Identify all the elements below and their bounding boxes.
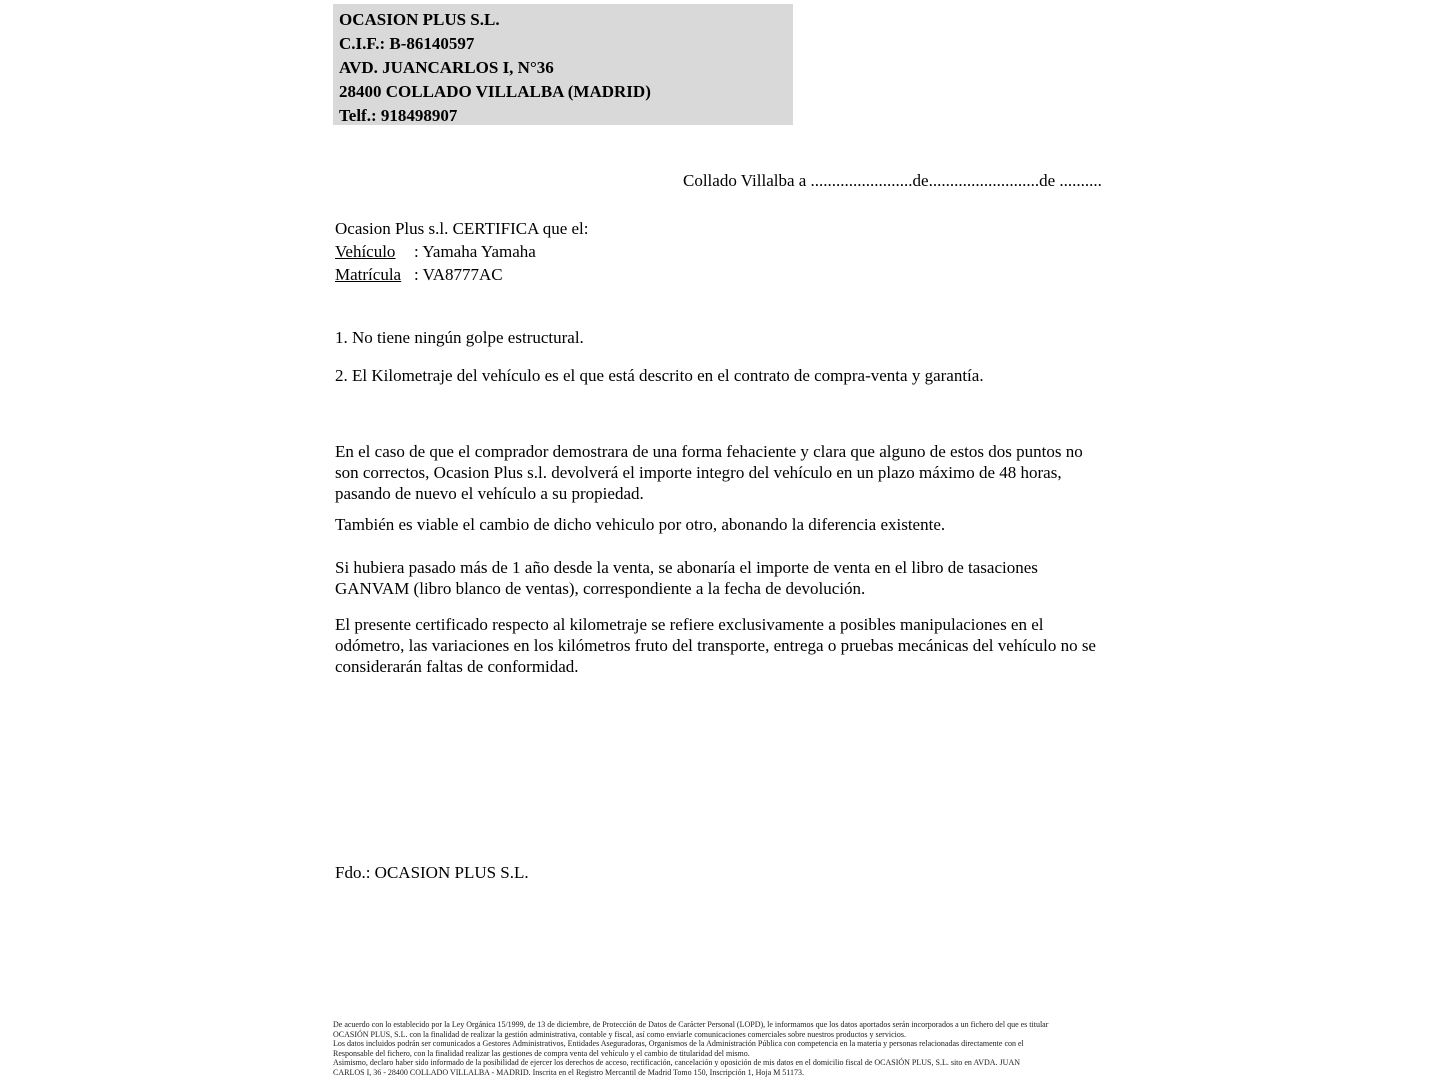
vehicle-row	[335, 240, 589, 263]
legal-line: OCASIÓN PLUS, S.L. con la finalidad de realizar la gestión administrativa, contable y fiscal, así como enviarle comunicaciones comerciales sobre nuestros productos y servicios.	[333, 1029, 906, 1039]
legal-line: Responsable del fichero, con la finalidad realizar las gestiones de compra venta del vehículo y el cambio de titularidad del mismo.	[333, 1048, 750, 1058]
date-line: Collado Villalba a ........................de..........................de ..........	[683, 171, 1102, 190]
legal-line: CARLOS I, 36 - 28400 COLLADO VILLALBA - MADRID. Inscrita en el Registro Mercantil de Madrid Tomo 150, Inscripción 1, Hoja M 51173.	[333, 1067, 805, 1077]
point-1: 1. No tiene ningún golpe estructural.	[335, 328, 584, 347]
certificate-intro: Ocasion Plus s.l. CERTIFICA que el:	[335, 219, 589, 238]
legal-line: Los datos incluidos podrán ser comunicados a Gestores Administrativos, Entidades Aseguradoras, Organismos de la Administración Pública con competencia en la materia y personas relacionadas directamente con el	[333, 1039, 1024, 1049]
paragraph-refund: En el caso de que el comprador demostrara de una forma fehaciente y clara que alguno de estos dos puntos no son correctos, Ocasion Plus s.l. devolverá el importe integro del vehículo en un plazo máximo de 48 horas, pasando de nuevo el vehículo a su propiedad.	[335, 442, 1083, 503]
company-cif: C.I.F.: B-86140597	[339, 34, 475, 53]
company-address: AVD. JUANCARLOS I, N°36	[339, 58, 554, 77]
legal-footer	[333, 1020, 1123, 1078]
paragraph-ganvam: Si hubiera pasado más de 1 año desde la venta, se abonaría el importe de venta en el libro de tasaciones GANVAM (libro blanco de ventas), correspondiente a la fecha de devolución.	[335, 558, 1038, 598]
paragraph-exchange: También es viable el cambio de dicho vehiculo por otro, abonando la diferencia existente.	[335, 515, 946, 534]
plate-label: Matrícula	[335, 265, 402, 284]
signature-line: Fdo.: OCASION PLUS S.L.	[335, 863, 529, 882]
point-2: 2. El Kilometraje del vehículo es el que está descrito en el contrato de compra-venta y garantía.	[335, 366, 984, 385]
plate-row	[335, 263, 589, 286]
plate-value: : VA8777AC	[414, 265, 503, 284]
certificate-block	[335, 217, 589, 286]
company-header-block	[333, 4, 793, 125]
vehicle-label: Vehículo	[335, 242, 396, 261]
company-phone: Telf.: 918498907	[339, 106, 458, 125]
legal-line: Asimismo, declaro haber sido informado de la posibilidad de ejercer los derechos de acceso, rectificación, cancelación y oposición de mis datos en el domicilio fiscal de OCASIÓN PLUS, S.L. sito en AVDA. JUAN	[333, 1058, 1021, 1068]
company-city: 28400 COLLADO VILLALBA (MADRID)	[339, 82, 651, 101]
legal-line: De acuerdo con lo establecido por la Ley Orgánica 15/1999, de 13 de diciembre, de Protección de Datos de Carácter Personal (LOPD), le informamos que los datos aportados serán incorporados a un fichero del que es titular	[333, 1020, 1049, 1029]
vehicle-value: : Yamaha Yamaha	[414, 242, 536, 261]
company-name: OCASION PLUS S.L.	[339, 10, 500, 29]
paragraph-odometer: El presente certificado respecto al kilometraje se refiere exclusivamente a posibles manipulaciones en el odómetro, las variaciones en los kilómetros fruto del transporte, entrega o pruebas mecánicas del vehículo no se considerarán faltas de conformidad.	[335, 615, 1096, 676]
